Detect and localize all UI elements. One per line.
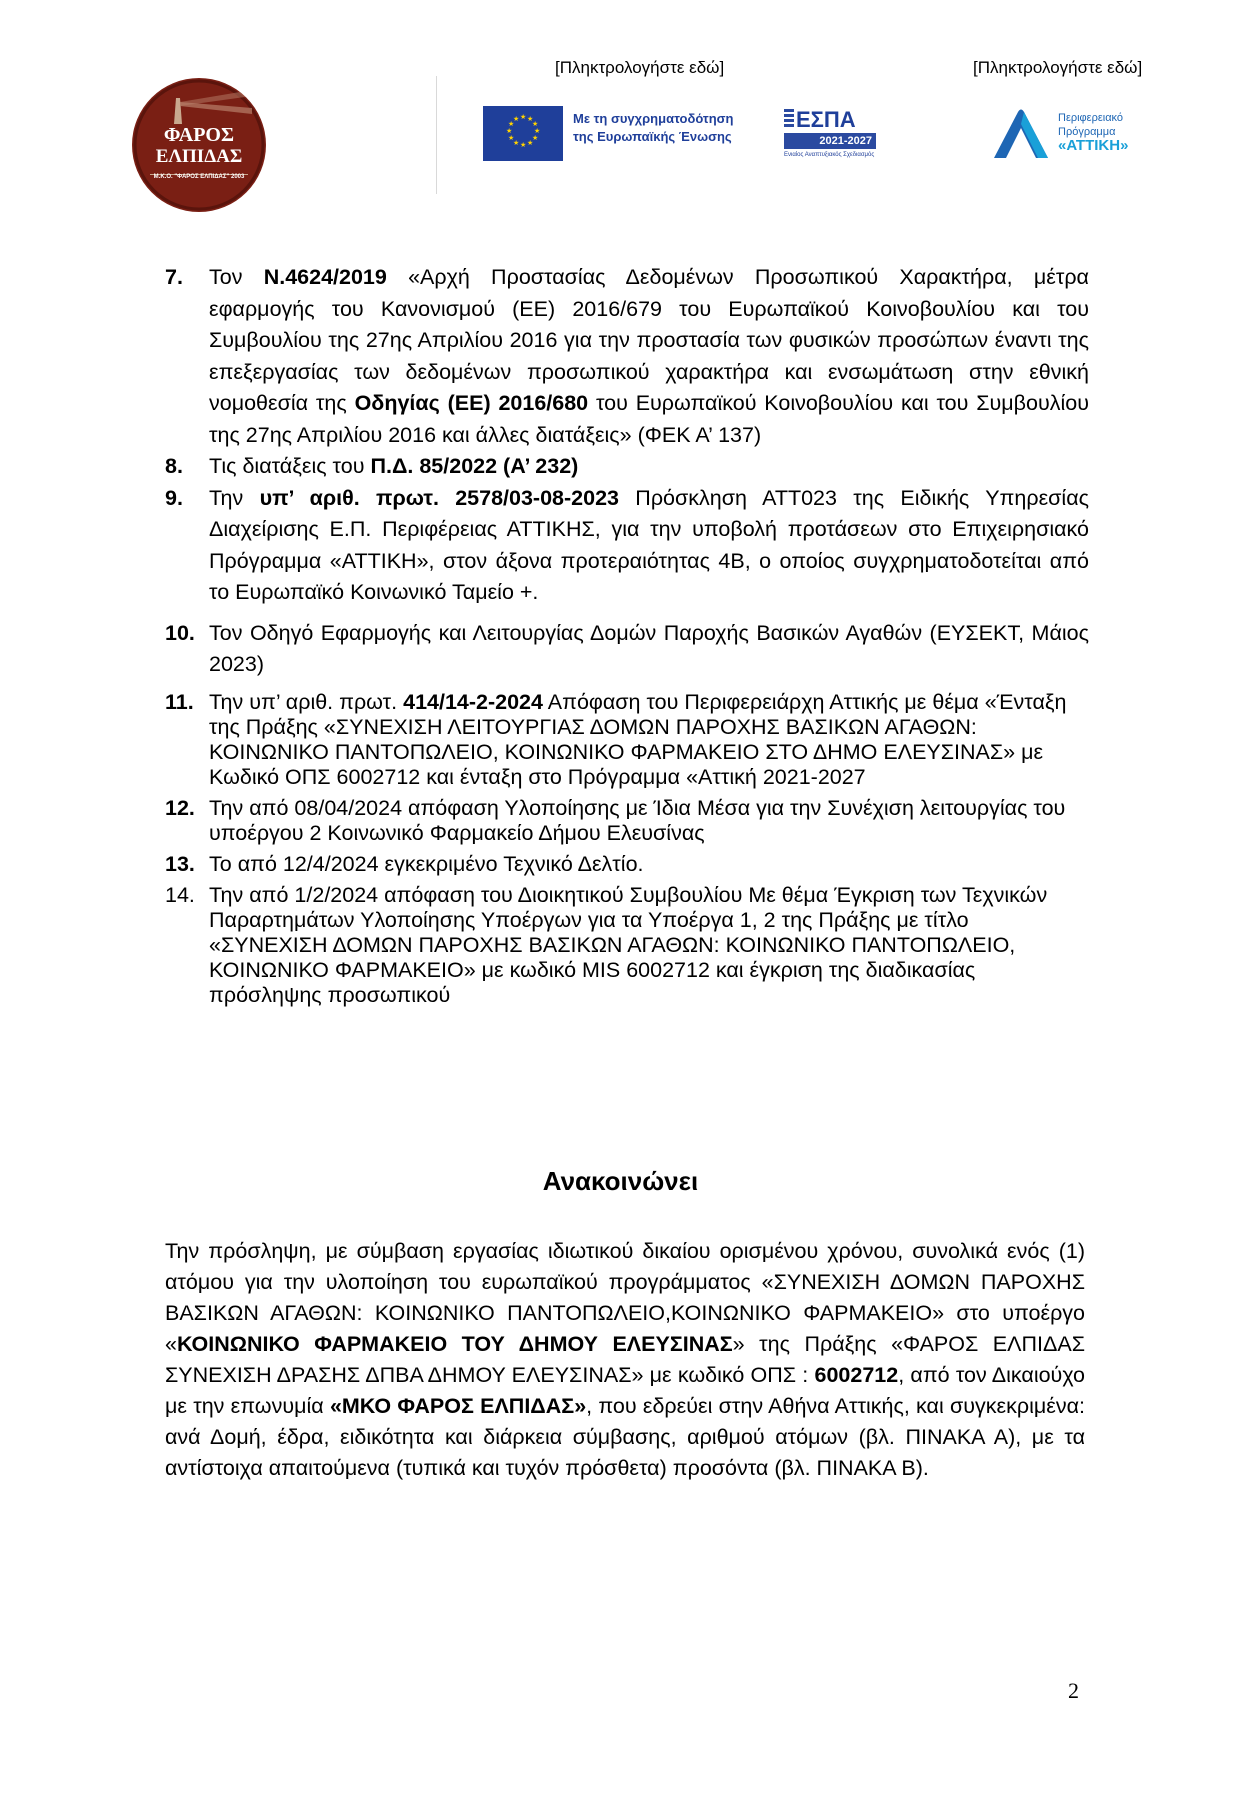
svg-text:★: ★: [513, 139, 520, 147]
para-bold-text: 6002712: [814, 1363, 899, 1387]
item-text: «Αρχή Προστασίας Δεδομένων Προσωπικού Χαρακτήρα, μέτρα εφαρμογής του Κανονισμού (ΕΕ) 2016/679 του Ευρωπαϊκού Κοινοβουλίου και του Συμβουλίου της 27ης Απριλίου 2016 για την προστασία των φυσικών προσώπων έναντι της επεξεργασίας των δεδομένων προσωπικού χαρακτήρα και ενσωμάτωση στην εθνική νομοθεσία της: [209, 265, 1089, 415]
item-number: 12.: [165, 795, 195, 820]
item-text: Τον: [209, 265, 264, 289]
faros-logo-line1: ΦΑΡΟΣ: [163, 124, 235, 146]
svg-text:★: ★: [506, 127, 513, 135]
attiki-a-icon: [988, 106, 1054, 162]
item-text: του Ευρωπαϊκού Κοινοβουλίου και του Συμβουλίου της 27ης Απριλίου 2016 και άλλες διατάξεις» (ΦΕΚ Α’ 137): [209, 391, 1089, 447]
header-placeholder-right: [Πληκτρολογήστε εδώ]: [973, 58, 1143, 77]
espa-years: 2021-2027: [784, 133, 876, 149]
list-item-13: [165, 852, 1089, 877]
eu-flag-icon: [483, 106, 563, 161]
list-item-12: [165, 796, 1089, 846]
item-bold-text: Οδηγίας (ΕΕ) 2016/680: [354, 391, 589, 415]
espa-flag-icon: [784, 109, 796, 131]
item-text: Τις διατάξεις του: [209, 454, 371, 478]
item-text: Την: [209, 485, 260, 510]
para-text: Την πρόσληψη, με σύμβαση εργασίας ιδιωτικού δικαίου ορισμένου χρόνου, συνολικά ενός (1) ατόμου για την υλοποίηση του ευρωπαϊκού προγράμματος «ΣΥΝΕΧΙΣΗ ΔΟΜΩΝ ΠΑΡΟΧΗΣ ΒΑΣΙΚΩΝ ΑΓΑΘΩΝ: ΚΟΙΝΩΝΙΚΟ ΠΑΝΤΟΠΩΛΕΙΟ,ΚΟΙΝΩΝΙΚΟ ΦΑΡΜΑΚΕΙΟ» στο υποέργο «: [165, 1239, 1085, 1356]
item-text: Το από 12/4/2024 εγκεκριμένο Τεχνικό Δελτίο.: [209, 851, 644, 876]
faros-elpidas-logo: [132, 78, 266, 212]
espa-word: ΕΣΠΑ: [796, 107, 856, 132]
item-number: 14.: [165, 882, 195, 907]
item-text: Πρόσκληση ΑΤΤ023 της Ειδικής Υπηρεσίας Διαχείρισης Ε.Π. Περιφέρειας ΑΤΤΙΚΗΣ, για την υποβολή προτάσεων στο Επιχειρησιακό Πρόγραμμα «ΑΤΤΙΚΗ», στον άξονα προτεραιότητας 4Β, ο οποίος συγχρηματοδοτείται από το Ευρωπαϊκό Κοινωνικό Ταμείο +.: [209, 485, 1089, 604]
list-item-14: [165, 883, 1089, 1008]
para-text: , από τον Δικαιούχο με την επωνυμία: [165, 1363, 1085, 1418]
eu-cofunding-text: [573, 110, 734, 146]
item-bold-text: υπ’ αριθ. πρωτ. 2578/03-08-2023: [259, 485, 619, 510]
item-text: Την από 08/04/2024 απόφαση Υλοποίησης με Ίδια Μέσα για την Συνέχιση λειτουργίας του υποέργου 2 Κοινωνικό Φαρμακείο Δήμου Ελευσίνας: [209, 795, 1066, 845]
para-bold-text: «ΜΚΟ ΦΑΡΟΣ ΕΛΠΙΔΑΣ»: [329, 1394, 587, 1418]
attiki-line1: Περιφερειακό: [1058, 112, 1124, 124]
espa-tagline: Ενιαίος Αναπτυξιακός Σχεδιασμός: [784, 152, 875, 158]
svg-text:★: ★: [513, 115, 520, 123]
faros-logo-line2: ΕΛΠΙΔΑΣ: [155, 146, 243, 167]
item-text: Τον Οδηγό Εφαρμογής και Λειτουργίας Δομών Παροχής Βασικών Αγαθών (ΕΥΣΕΚΤ, Μάιος 2023): [209, 620, 1089, 676]
legal-basis-list: [165, 262, 1089, 1008]
item-text: Την από 1/2/2024 απόφαση του Διοικητικού Συμβουλίου Με θέμα Έγκριση των Τεχνικών Παραρτημάτων Υλοποίησης Υποέργων για τα Υποέργα 1, 2 της Πράξης με τίτλο «ΣΥΝΕΧΙΣΗ ΔΟΜΩΝ ΠΑΡΟΧΗΣ ΒΑΣΙΚΩΝ ΑΓΑΘΩΝ: ΚΟΙΝΩΝΙΚΟ ΠΑΝΤΟΠΩΛΕΙΟ, ΚΟΙΝΩΝΙΚΟ ΦΑΡΜΑΚΕΙΟ» με κωδικό MIS 6002712 και έγκριση της διαδικασίας πρόσληψης προσωπικού: [209, 882, 1048, 1007]
item-number: 9.: [165, 485, 183, 510]
svg-text:★: ★: [508, 120, 515, 128]
item-number: 13.: [165, 851, 195, 876]
item-text: Την υπ’ αριθ. πρωτ.: [209, 689, 404, 714]
para-bold-text: ΚΟΙΝΩΝΙΚΟ ΦΑΡΜΑΚΕΙΟ ΤΟΥ ΔΗΜΟΥ ΕΛΕΥΣΙΝΑΣ: [176, 1332, 733, 1356]
para-text: , που εδρεύει στην Αθήνα Αττικής, και συγκεκριμένα: ανά Δομή, έδρα, ειδικότητα και διάρκεια σύμβασης, αριθμού ατόμων (βλ. ΠΙΝΑΚΑ Α), με τα αντίστοιχα απαιτούμενα (τυπικά και τυχόν πρόσθετα) προσόντα (βλ. ΠΙΝΑΚΑ Β).: [165, 1394, 1085, 1480]
header-placeholder-left: [Πληκτρολογήστε εδώ]: [555, 58, 725, 77]
faros-logo-line3: Μ.Κ.Ο. "ΦΑΡΟΣ ΕΛΠΙΔΑΣ" 2003: [153, 174, 245, 180]
list-item-11: [165, 690, 1089, 790]
para-text: » της Πράξης «ΦΑΡΟΣ ΕΛΠΙΔΑΣ ΣΥΝΕΧΙΣΗ ΔΡΑΣΗΣ ΔΠΒΑ ΔΗΜΟΥ ΕΛΕΥΣΙΝΑΣ» με κωδικό ΟΠΣ :: [165, 1332, 1085, 1387]
svg-text:★: ★: [532, 134, 539, 142]
announcement-paragraph: [165, 1236, 1085, 1484]
item-number: 8.: [165, 454, 183, 478]
svg-text:★: ★: [527, 115, 534, 123]
attiki-line2: Πρόγραμμα: [1058, 126, 1116, 138]
svg-text:★: ★: [520, 141, 527, 149]
list-item-9: [165, 483, 1089, 609]
item-bold-text: 414/14-2-2024: [403, 689, 543, 714]
eu-text-line2: της Ευρωπαϊκής Ένωσης: [573, 129, 732, 144]
espa-logo: [784, 107, 876, 163]
svg-text:★: ★: [532, 120, 539, 128]
item-number: 10.: [165, 620, 195, 645]
svg-text:★: ★: [534, 127, 541, 135]
svg-text:★: ★: [520, 113, 527, 121]
svg-text:★: ★: [508, 134, 515, 142]
announcement-heading: Ανακοινώνει: [542, 1166, 699, 1196]
item-bold-text: Ν.4624/2019: [263, 265, 387, 289]
attiki-line3: «ΑΤΤΙΚΗ»: [1058, 137, 1129, 154]
header-divider: [436, 76, 437, 194]
eu-text-line1: Με τη συγχρηματοδότηση: [573, 111, 734, 126]
attiki-program-text: [1058, 111, 1128, 153]
list-item-10: [165, 618, 1089, 681]
item-bold-text: Π.Δ. 85/2022 (Α’ 232): [370, 454, 579, 478]
page-number: 2: [1068, 1678, 1079, 1703]
item-text: Απόφαση του Περιφερειάρχη Αττικής με θέμα «Ένταξη της Πράξης «ΣΥΝΕΧΙΣΗ ΛΕΙΤΟΥΡΓΙΑΣ ΔΟΜΩΝ ΠΑΡΟΧΗΣ ΒΑΣΙΚΩΝ ΑΓΑΘΩΝ: ΚΟΙΝΩΝΙΚΟ ΠΑΝΤΟΠΩΛΕΙΟ, ΚΟΙΝΩΝΙΚΟ ΦΑΡΜΑΚΕΙΟ ΣΤΟ ΔΗΜΟ ΕΛΕΥΣΙΝΑΣ» με Κωδικό ΟΠΣ 6002712 και ένταξη στο Πρόγραμμα «Αττική 2021-2027: [209, 689, 1067, 789]
list-item-8: [165, 451, 1089, 483]
item-number: 11.: [165, 689, 194, 714]
list-item-7: [165, 262, 1089, 451]
svg-text:★: ★: [527, 139, 534, 147]
item-number: 7.: [165, 265, 183, 289]
